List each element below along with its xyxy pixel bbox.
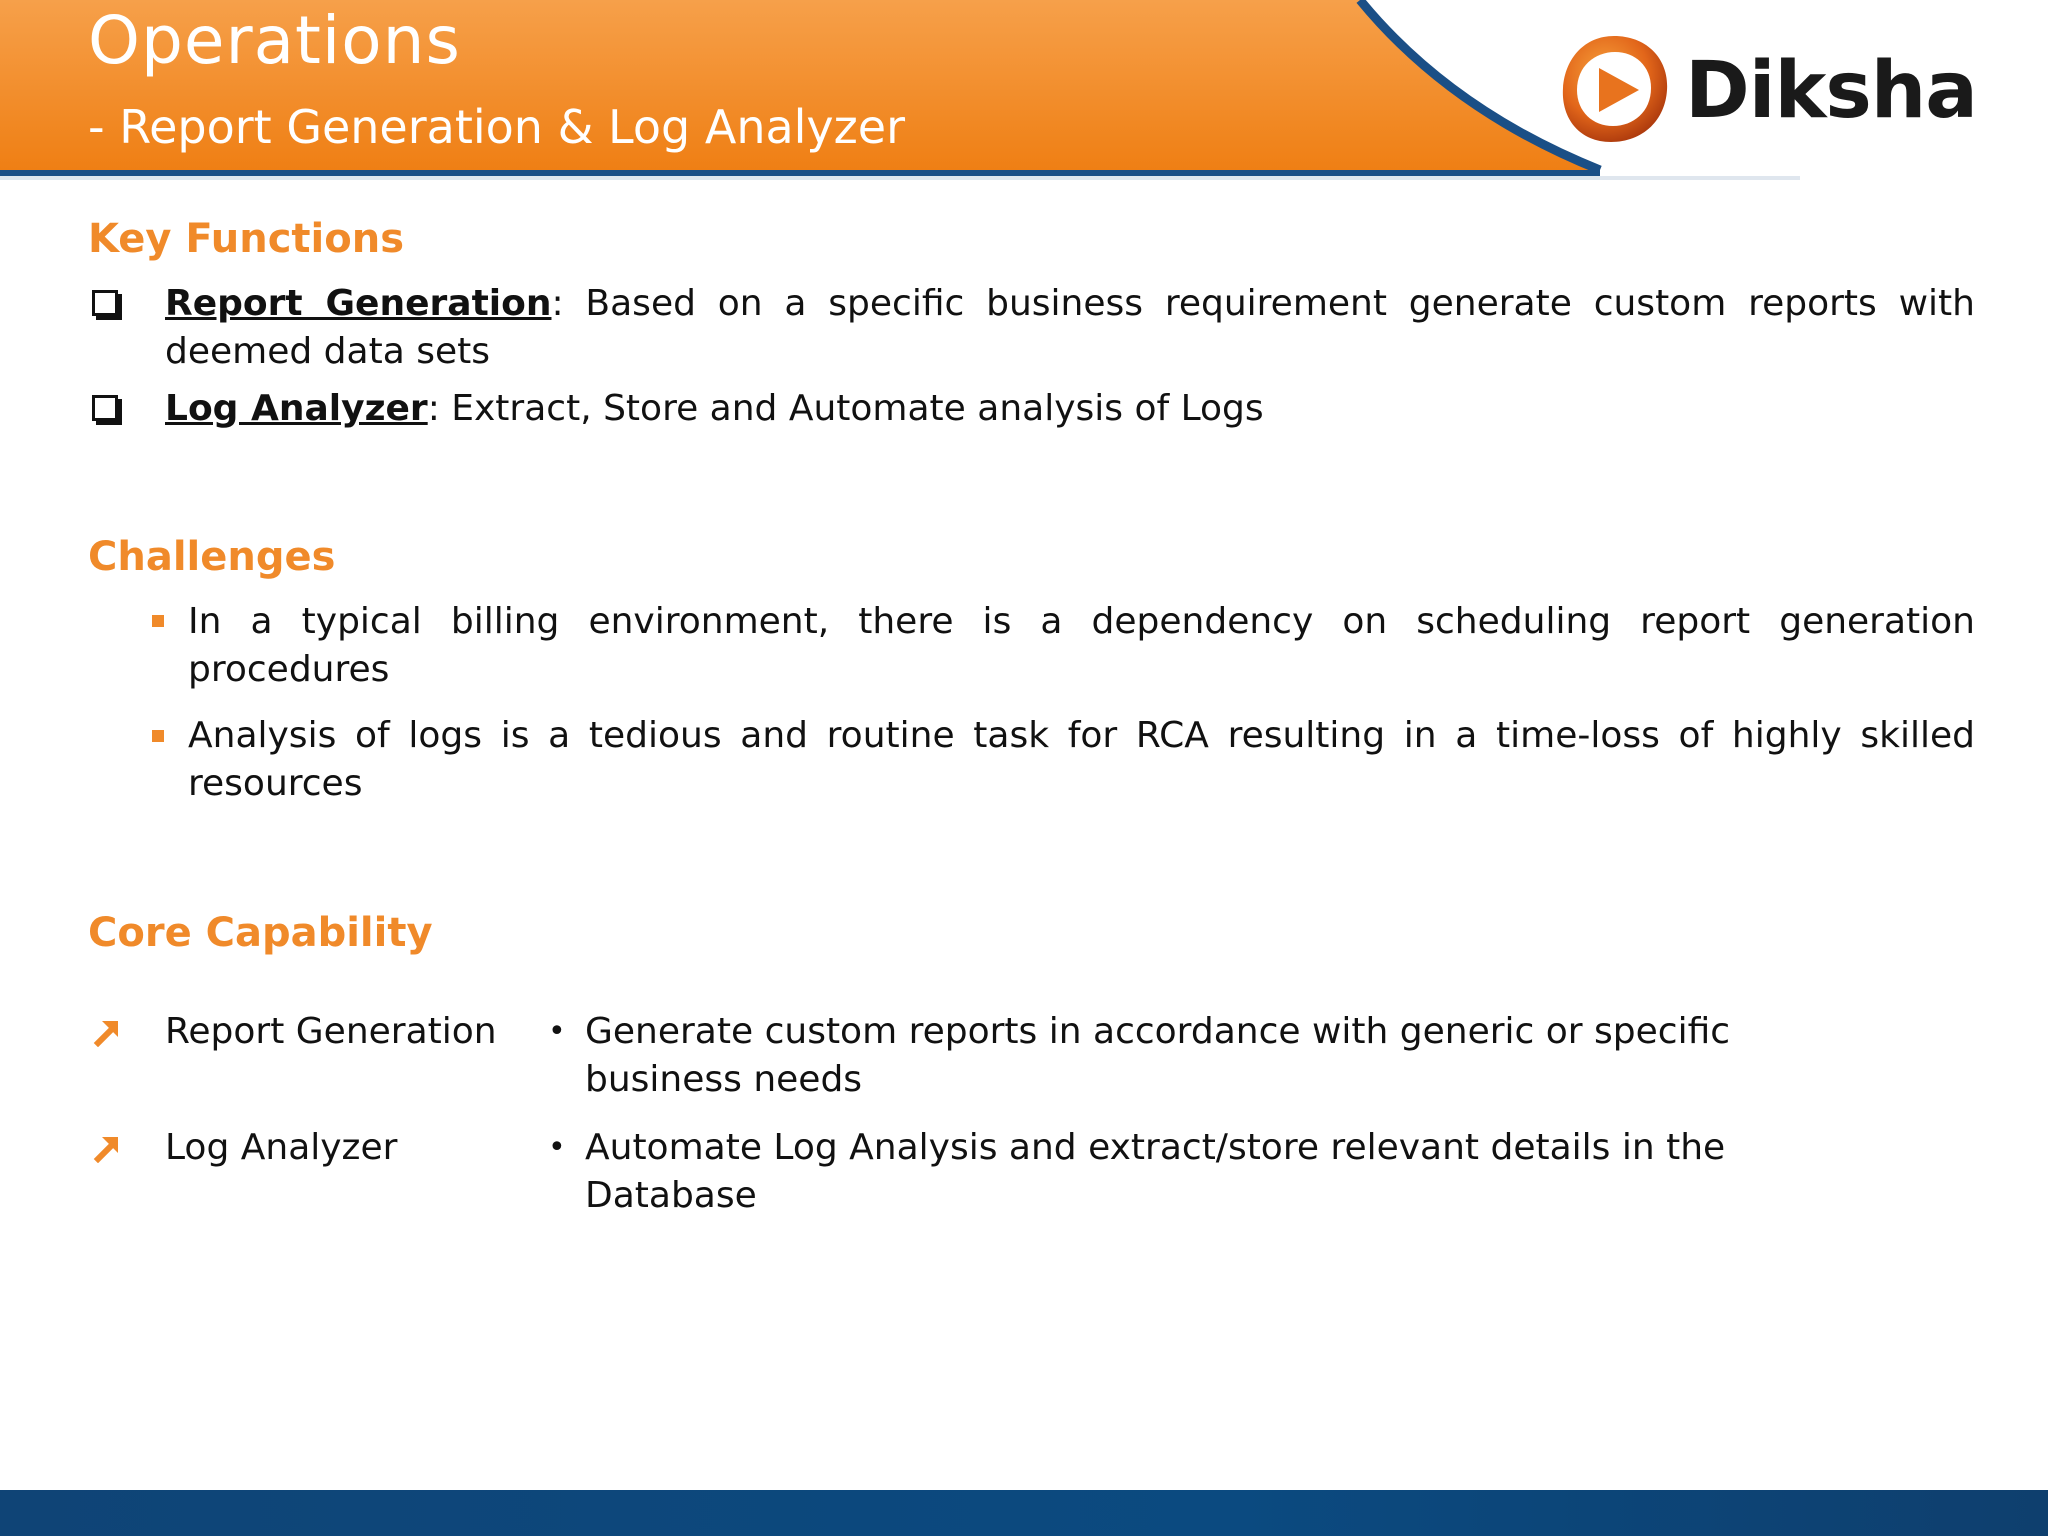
- key-function-text: : Extract, Store and Automate analysis of Logs: [427, 388, 1264, 429]
- diksha-logo: [1555, 28, 1995, 158]
- challenge-item: Analysis of logs is a tedious and routine task for RCA resulting in a time-loss of highly skilled resources: [188, 715, 1975, 804]
- slide-header: [0, 0, 2048, 182]
- capability-bullet: •: [548, 1130, 566, 1165]
- capability-description: Generate custom reports in accordance with generic or specific business needs: [585, 1011, 1731, 1100]
- key-function-term: Log Analyzer: [165, 388, 428, 429]
- logo-wordmark: Diksha: [1685, 46, 1977, 136]
- key-function-item-log-analyzer: [165, 385, 1975, 433]
- square-bullet-icon: [152, 615, 164, 627]
- key-functions-heading: Key Functions: [88, 216, 405, 262]
- core-capability-heading: Core Capability: [88, 910, 433, 956]
- capability-label: Log Analyzer: [165, 1127, 398, 1168]
- challenge-item: In a typical billing environment, there is a dependency on scheduling report generation procedures: [188, 601, 1975, 690]
- arrow-up-right-icon: [92, 1017, 122, 1047]
- footer-bar: [0, 1490, 2048, 1536]
- capability-description: Automate Log Analysis and extract/store relevant details in the Database: [585, 1127, 1726, 1216]
- challenges-heading: Challenges: [88, 534, 336, 580]
- checkbox-icon: [92, 290, 118, 316]
- key-function-term: Report Generation: [165, 283, 552, 324]
- key-function-item-report-generation: [165, 280, 1975, 376]
- arrow-up-right-icon: [92, 1133, 122, 1163]
- key-function-text: : Based on a specific business requirement generate custom reports with deemed data sets: [165, 283, 1975, 372]
- page-title: Operations: [88, 2, 461, 79]
- square-bullet-icon: [152, 730, 164, 742]
- play-logo-icon: [1555, 30, 1673, 148]
- page-subtitle: - Report Generation & Log Analyzer: [88, 100, 906, 154]
- capability-bullet: •: [548, 1014, 566, 1049]
- capability-label: Report Generation: [165, 1011, 497, 1052]
- checkbox-icon: [92, 395, 118, 421]
